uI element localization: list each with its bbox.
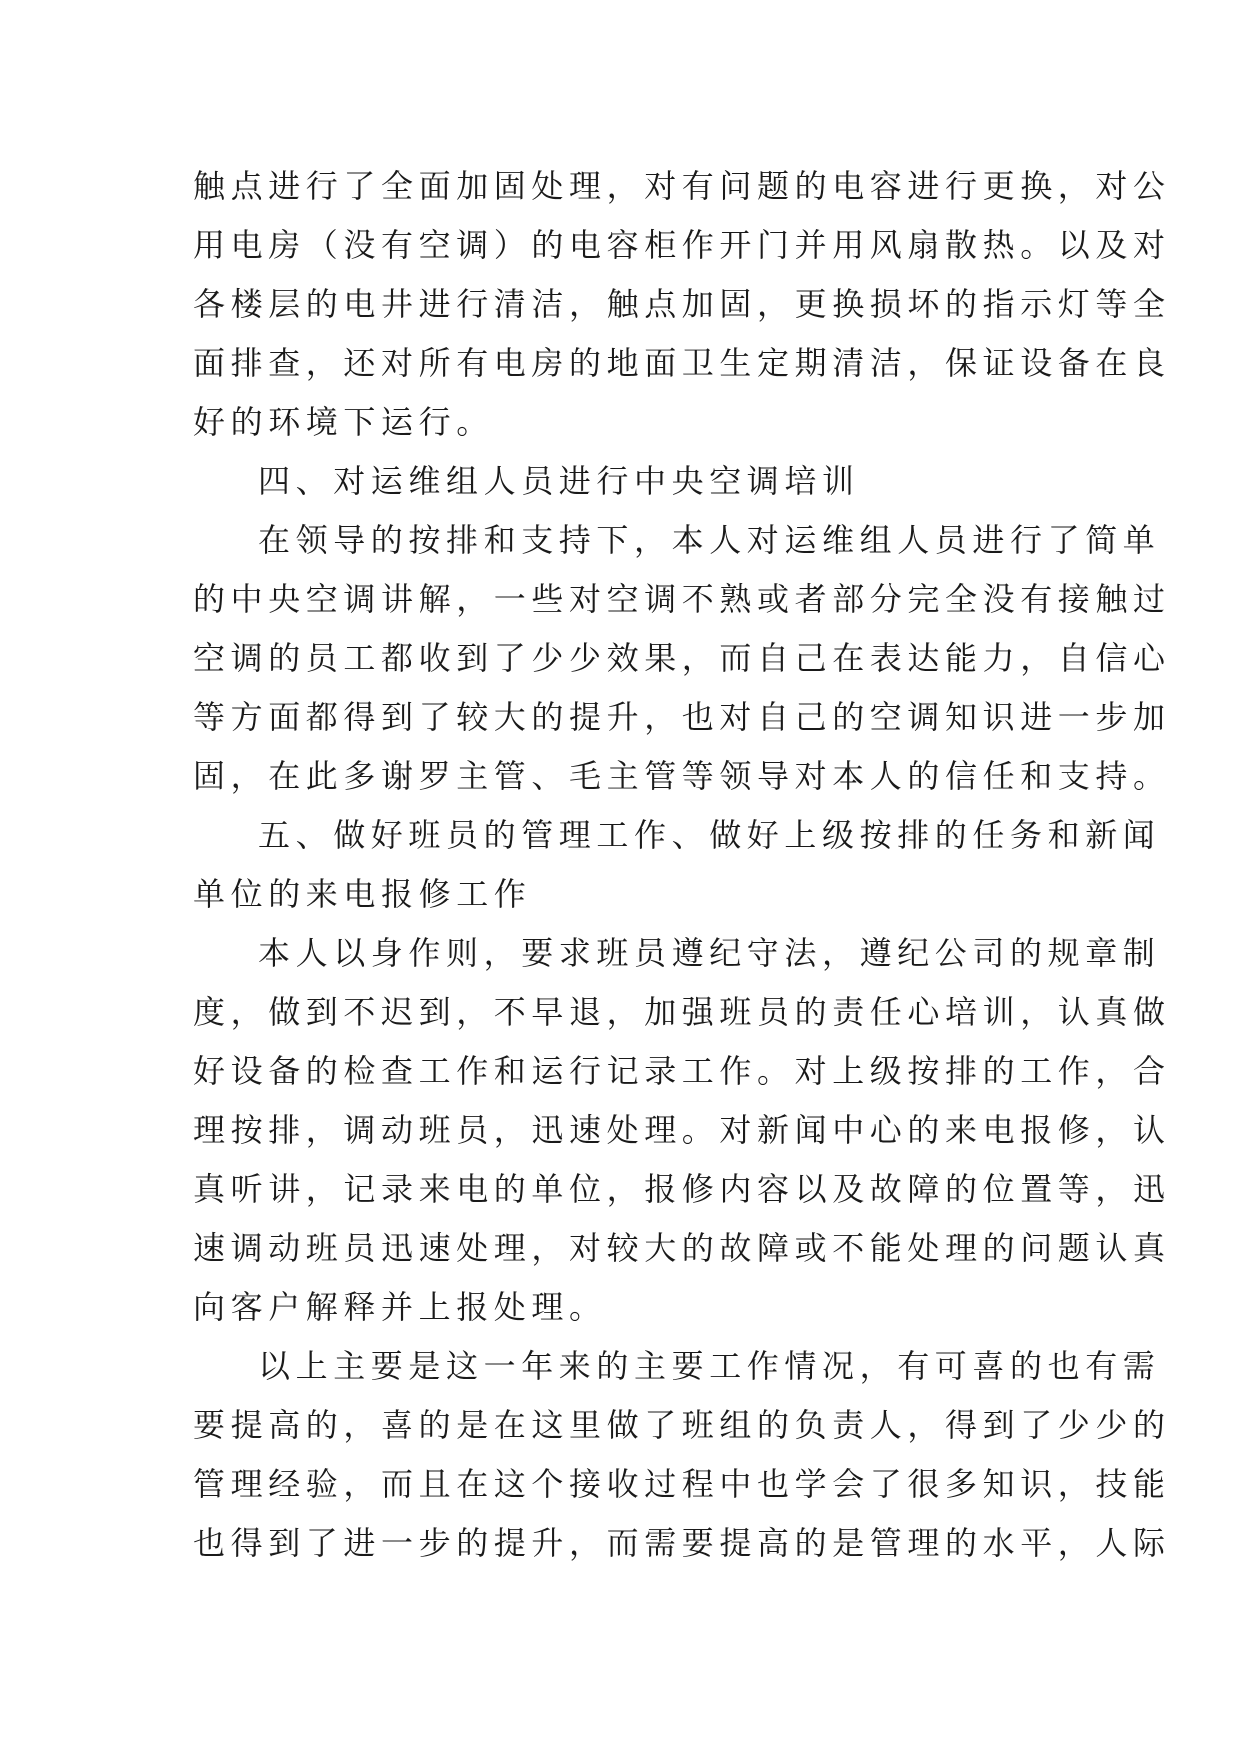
text-line-4: 面排查，还对所有电房的地面卫生定期清洁，保证设备在良 <box>193 344 1171 382</box>
text-line-10: 等方面都得到了较大的提升，也对自己的空调知识进一步加 <box>193 698 1171 736</box>
text-line-15: 度，做到不迟到，不早退，加强班员的责任心培训，认真做 <box>193 993 1171 1031</box>
text-line-7: 在领导的按排和支持下，本人对运维组人员进行了简单 <box>258 521 1161 559</box>
text-line-5: 好的环境下运行。 <box>193 403 494 441</box>
text-line-24: 也得到了进一步的提升，而需要提高的是管理的水平，人际 <box>193 1524 1171 1562</box>
text-line-9: 空调的员工都收到了少少效果，而自己在表达能力，自信心 <box>193 639 1171 677</box>
text-line-17: 理按排，调动班员，迅速处理。对新闻中心的来电报修，认 <box>193 1111 1171 1149</box>
text-line-14: 本人以身作则，要求班员遵纪守法，遵纪公司的规章制 <box>258 934 1161 972</box>
section-heading-5: 五、做好班员的管理工作、做好上级按排的任务和新闻 <box>258 816 1161 854</box>
text-line-18: 真听讲，记录来电的单位，报修内容以及故障的位置等，迅 <box>193 1170 1171 1208</box>
text-line-2: 用电房（没有空调）的电容柜作开门并用风扇散热。以及对 <box>193 226 1171 264</box>
text-line-20: 向客户解释并上报处理。 <box>193 1288 607 1326</box>
text-line-23: 管理经验，而且在这个接收过程中也学会了很多知识，技能 <box>193 1465 1171 1503</box>
section-heading-5-cont: 单位的来电报修工作 <box>193 875 532 913</box>
text-line-21: 以上主要是这一年来的主要工作情况，有可喜的也有需 <box>258 1347 1161 1385</box>
text-line-19: 速调动班员迅速处理，对较大的故障或不能处理的问题认真 <box>193 1229 1171 1267</box>
text-line-11: 固，在此多谢罗主管、毛主管等领导对本人的信任和支持。 <box>193 757 1171 795</box>
text-line-1: 触点进行了全面加固处理，对有问题的电容进行更换，对公 <box>193 167 1171 205</box>
text-line-16: 好设备的检查工作和运行记录工作。对上级按排的工作，合 <box>193 1052 1171 1090</box>
text-line-3: 各楼层的电井进行清洁，触点加固，更换损坏的指示灯等全 <box>193 285 1171 323</box>
section-heading-4: 四、对运维组人员进行中央空调培训 <box>258 462 860 500</box>
text-line-8: 的中央空调讲解，一些对空调不熟或者部分完全没有接触过 <box>193 580 1171 618</box>
text-line-22: 要提高的，喜的是在这里做了班组的负责人，得到了少少的 <box>193 1406 1171 1444</box>
